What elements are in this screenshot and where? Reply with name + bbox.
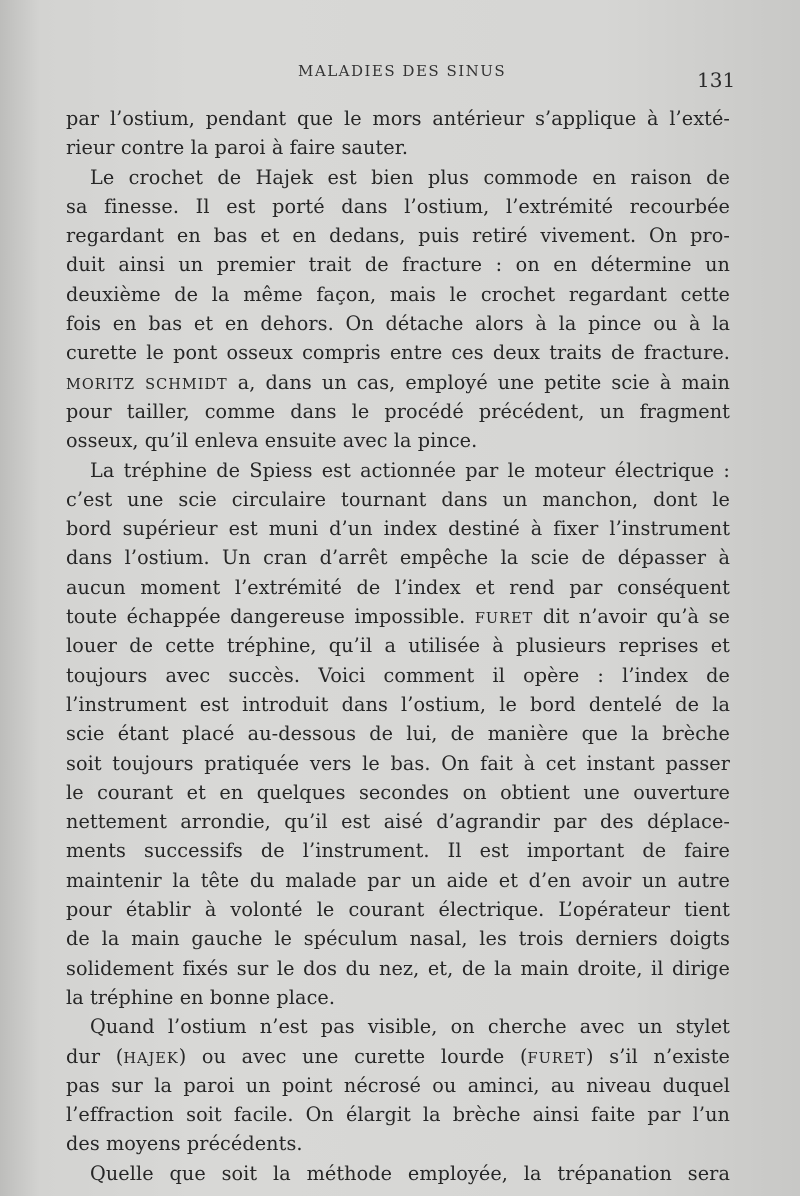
- author-name: MORITZ: [66, 376, 136, 393]
- text-segment: [135, 371, 145, 394]
- text-segment: l’effraction soit facile. On élargit la brèche ainsi faite par l’un: [66, 1103, 730, 1127]
- text-segment: dans l’ostium. Un cran d’arrêt empêche la scie de dépasser à: [66, 546, 730, 570]
- text-segment: regardant en bas et en dedans, puis retiré vivement. On pro-: [66, 224, 730, 248]
- text-line: [66, 426, 730, 455]
- text-line: [66, 983, 730, 1012]
- text-segment: ments successifs de l’instrument. Il est important de faire: [66, 839, 730, 863]
- text-segment: pas sur la paroi un point nécrosé ou aminci, au niveau duquel: [66, 1073, 730, 1097]
- text-segment: deuxième de la même façon, mais le crochet regardant cette: [66, 282, 730, 306]
- text-segment: solidement fixés sur le dos du nez, et, de la main droite, il dirige: [66, 956, 730, 980]
- text-line: [66, 573, 730, 602]
- running-head: MALADIES DES SINUS: [298, 62, 507, 80]
- text-segment: pour établir à volonté le courant électrique. L’opérateur tient: [66, 898, 730, 922]
- text-line: [66, 309, 730, 338]
- text-line: [66, 368, 730, 397]
- page-header: [0, 62, 800, 92]
- text-line: [66, 631, 730, 660]
- text-segment: c’est une scie circulaire tournant dans un manchon, dont le: [66, 487, 730, 511]
- text-segment: duit ainsi un premier trait de fracture : on en détermine un: [66, 253, 730, 277]
- text-line: [66, 221, 730, 250]
- text-segment: maintenir la tête du malade par un aide et d’en avoir un autre: [66, 868, 730, 892]
- text-line: [66, 338, 730, 367]
- text-line: [66, 456, 730, 485]
- text-line: [66, 807, 730, 836]
- text-line: [66, 1159, 730, 1188]
- text-line: [66, 280, 730, 309]
- text-segment: dit n’avoir qu’à se: [533, 605, 730, 629]
- text-line: [66, 514, 730, 543]
- text-segment: de la main gauche le spéculum nasal, les trois derniers doigts: [66, 927, 730, 951]
- text-segment: Quelle que soit la méthode employée, la trépanation sera: [90, 1161, 730, 1185]
- text-segment: soit toujours pratiquée vers le bas. On fait à cet instant passer: [66, 751, 730, 775]
- body-text: [66, 104, 730, 1188]
- text-segment: pour tailler, comme dans le procédé précédent, un fragment: [66, 399, 730, 423]
- text-line: [66, 543, 730, 572]
- text-segment: le courant et en quelques secondes on obtient une ouverture: [66, 780, 730, 804]
- text-line: [66, 133, 730, 162]
- text-line: [66, 895, 730, 924]
- text-segment: nettement arrondie, qu’il est aisé d’agrandir par des déplace-: [66, 810, 730, 834]
- text-line: [66, 924, 730, 953]
- text-segment: a, dans un cas, employé une petite scie à main: [227, 370, 730, 394]
- text-line: [66, 1042, 730, 1071]
- text-segment: Quand l’ostium n’est pas visible, on cherche avec un stylet: [90, 1015, 730, 1039]
- text-line: [66, 1071, 730, 1100]
- text-segment: toute échappée dangereuse impossible.: [66, 605, 475, 629]
- text-line: [66, 602, 730, 631]
- page-number: 131: [697, 68, 736, 92]
- text-segment: curette le pont osseux compris entre ces deux traits de fracture.: [66, 341, 730, 365]
- author-name: SCHMIDT: [145, 376, 228, 393]
- text-line: [66, 778, 730, 807]
- text-segment: osseux, qu’il enleva ensuite avec la pince.: [66, 429, 478, 453]
- text-segment: par l’ostium, pendant que le mors antérieur s’applique à l’exté-: [66, 107, 730, 130]
- text-line: [66, 397, 730, 426]
- text-segment: dur (: [66, 1044, 124, 1068]
- text-line: [66, 250, 730, 279]
- text-line: [66, 104, 730, 133]
- text-segment: sa finesse. Il est porté dans l’ostium, l’extrémité recourbée: [66, 194, 730, 218]
- text-segment: bord supérieur est muni d’un index destiné à fixer l’instrument: [66, 517, 730, 541]
- text-segment: ) s’il n’existe: [586, 1044, 730, 1068]
- text-segment: des moyens précédents.: [66, 1132, 303, 1156]
- text-segment: scie étant placé au-dessous de lui, de manière que la brèche: [66, 722, 730, 746]
- text-line: [66, 661, 730, 690]
- text-line: [66, 866, 730, 895]
- text-line: [66, 690, 730, 719]
- text-segment: rieur contre la paroi à faire sauter.: [66, 136, 409, 160]
- text-segment: louer de cette tréphine, qu’il a utilisée à plusieurs reprises et: [66, 634, 730, 658]
- author-name: FURET: [474, 611, 534, 628]
- text-line: [66, 1012, 730, 1041]
- text-segment: fois en bas et en dehors. On détache alors à la pince ou à la: [66, 312, 730, 336]
- text-segment: l’instrument est introduit dans l’ostium, le bord dentelé de la: [66, 692, 730, 716]
- text-segment: La tréphine de Spiess est actionnée par le moteur électrique :: [90, 458, 730, 482]
- text-segment: aucun moment l’extrémité de l’index et rend par conséquent: [66, 575, 730, 599]
- text-line: [66, 836, 730, 865]
- text-line: [66, 719, 730, 748]
- author-name: FURET: [527, 1050, 587, 1067]
- text-segment: Le crochet de Hajek est bien plus commode en raison de: [90, 165, 730, 189]
- text-segment: la tréphine en bonne place.: [66, 985, 336, 1009]
- text-line: [66, 1129, 730, 1158]
- text-segment: ) ou avec une curette lourde (: [178, 1044, 528, 1068]
- author-name: HAJEK: [123, 1050, 179, 1067]
- text-line: [66, 954, 730, 983]
- text-segment: toujours avec succès. Voici comment il opère : l’index de: [66, 663, 730, 687]
- text-line: [66, 1100, 730, 1129]
- text-line: [66, 163, 730, 192]
- text-line: [66, 192, 730, 221]
- text-line: [66, 749, 730, 778]
- text-line: [66, 485, 730, 514]
